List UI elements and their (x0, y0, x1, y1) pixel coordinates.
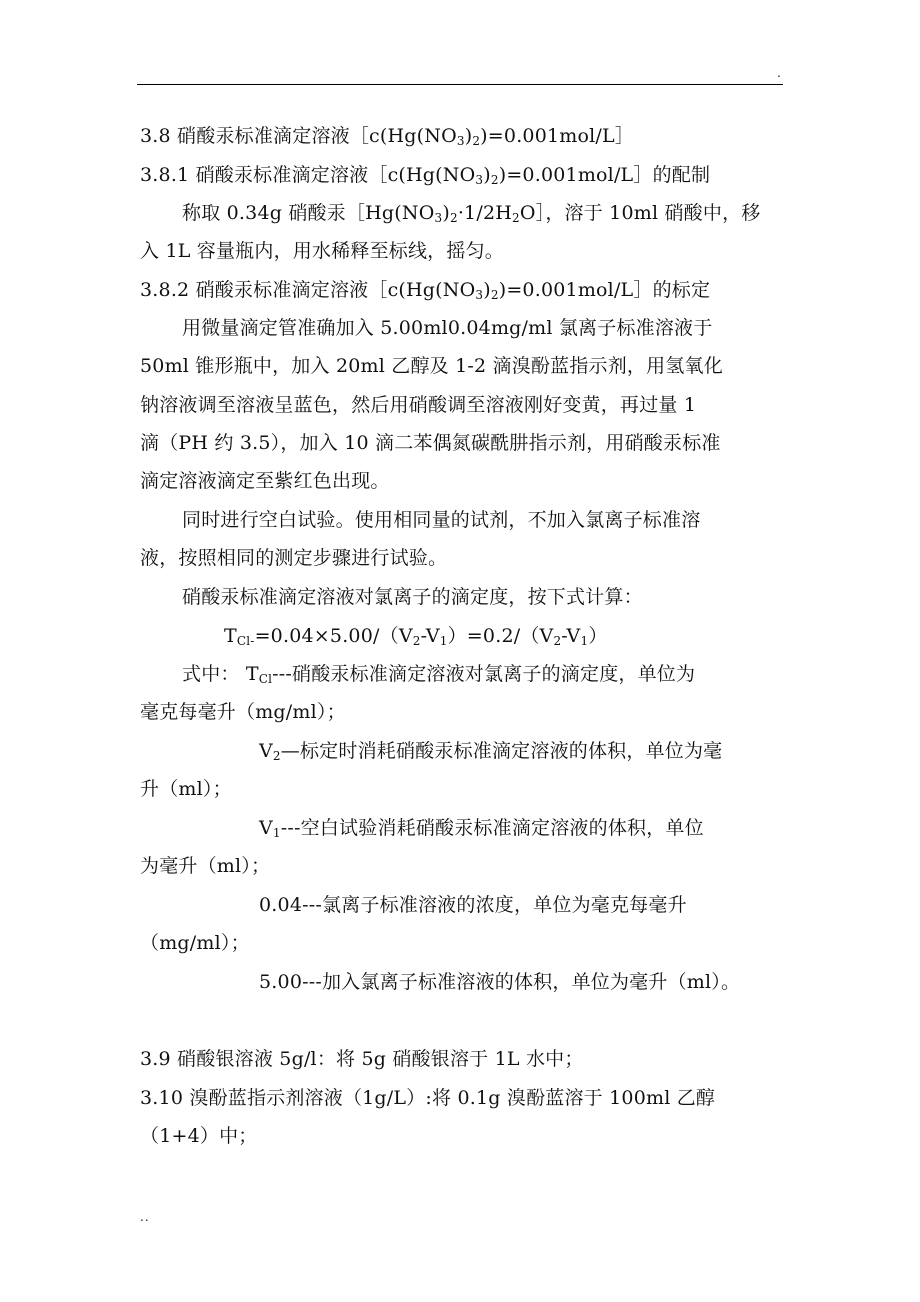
text-run: 3.10 溴酚蓝指示剂溶液（1g/L）:将 0.1g 溴酚蓝溶于 100ml 乙醇 (140, 1087, 716, 1109)
text-line-w4a (259, 893, 687, 917)
text-run: V (259, 740, 273, 762)
header-mark: . (777, 66, 781, 80)
footer-mark: .. (140, 1210, 150, 1224)
text-run: （1+4）中； (140, 1125, 258, 1147)
text-line-s38 (140, 124, 634, 148)
subscript: 2 (272, 749, 281, 763)
text-line-s381 (140, 163, 710, 187)
text-line-s310a (140, 1086, 715, 1110)
text-run: )=0.001mol/L］的标定 (498, 279, 711, 301)
text-run: )=0.001mol/L］ (480, 125, 635, 147)
subscript: 1 (439, 634, 448, 648)
subscript: 2 (449, 211, 458, 225)
subscript: Cl (258, 672, 273, 686)
text-line-p1a (182, 201, 760, 225)
text-line-s310b (140, 1124, 258, 1148)
text-run: 硝酸汞标准滴定溶液对氯离子的滴定度，按下式计算： (182, 586, 643, 608)
text-run: 0.04---氯离子标准溶液的浓度，单位为毫克每毫升 (259, 894, 687, 916)
text-line-w3b (140, 854, 270, 878)
text-run: 称取 0.34g 硝酸汞［Hg(NO (182, 202, 435, 224)
text-run: V (259, 817, 273, 839)
text-run: 3.9 硝酸银溶液 5g/l：将 5g 硝酸银溶于 1L 水中； (140, 1048, 584, 1070)
subscript: 2 (490, 173, 499, 187)
text-run: 滴定溶液滴定至紫红色出现。 (140, 470, 390, 492)
text-run: 毫克每毫升（mg/ml）； (140, 701, 346, 723)
text-run: 滴（PH 约 3.5），加入 10 滴二苯偶氮碳酰肼指示剂，用硝酸汞标准 (140, 432, 721, 454)
subscript: 3 (456, 134, 465, 148)
text-run: =0.04×5.00/（V (254, 625, 413, 647)
text-run: O］，溶于 10ml 硝酸中，移 (519, 202, 761, 224)
text-line-formula (224, 624, 608, 648)
text-line-w4b (140, 931, 250, 955)
text-run: T (224, 625, 237, 647)
text-run: 5.00---加入氯离子标准溶液的体积，单位为毫升（ml）。 (259, 971, 741, 993)
text-run: ) (464, 125, 473, 147)
text-line-w1b (140, 700, 346, 724)
text-line-p2c (140, 393, 696, 417)
text-run: 50ml 锥形瓶中，加入 20ml 乙醇及 1-2 滴溴酚蓝指示剂，用氢氧化 (140, 355, 723, 377)
text-line-p3a (182, 508, 700, 532)
subscript: 3 (475, 288, 484, 302)
subscript: Cl- (236, 634, 255, 648)
text-line-p3b (140, 546, 447, 570)
text-run: ) (483, 164, 491, 186)
text-line-p2d (140, 431, 721, 455)
text-line-p4 (182, 585, 643, 609)
text-run: -V (420, 625, 440, 647)
text-run: ---硝酸汞标准滴定溶液对氯离子的滴定度，单位为 (272, 663, 696, 685)
text-run: ）=0.2/（V (447, 625, 554, 647)
text-line-p2e (140, 469, 390, 493)
text-run: -V (561, 625, 581, 647)
text-run: 同时进行空白试验。使用相同量的试剂，不加入氯离子标准溶 (182, 509, 701, 531)
text-run: ) (483, 279, 491, 301)
text-line-w5 (259, 970, 740, 994)
subscript: 2 (472, 134, 481, 148)
subscript: 2 (412, 634, 421, 648)
text-run: 3.8 硝酸汞标准滴定溶液［c(Hg(NO (140, 125, 457, 147)
text-line-w3a (259, 816, 704, 840)
subscript: 1 (272, 826, 281, 840)
text-run: ---空白试验消耗硝酸汞标准滴定溶液的体积，单位 (280, 817, 704, 839)
text-run: 式中： T (182, 663, 259, 685)
text-run: 入 1L 容量瓶内，用水稀释至标线，摇匀。 (140, 240, 504, 262)
text-line-p1b (140, 239, 504, 263)
text-run: —标定时消耗硝酸汞标准滴定溶液的体积，单位为毫 (280, 740, 723, 762)
text-run: )=0.001mol/L］的配制 (498, 164, 711, 186)
subscript: 3 (475, 173, 484, 187)
text-run: 液，按照相同的测定步骤进行试验。 (140, 547, 448, 569)
subscript: 3 (434, 211, 443, 225)
text-run: 为毫升（ml）； (140, 855, 271, 877)
header-rule (137, 84, 783, 85)
subscript: 2 (490, 288, 499, 302)
text-run: ) (442, 202, 450, 224)
text-line-p2a (182, 316, 712, 340)
text-line-w2a (259, 739, 722, 763)
subscript: 1 (580, 634, 589, 648)
text-line-s382 (140, 278, 710, 302)
text-line-w2b (140, 777, 232, 801)
text-line-w1a (182, 662, 695, 686)
subscript: 2 (512, 211, 520, 225)
text-run: 升（ml）； (140, 778, 232, 800)
text-run: （mg/ml）； (140, 932, 250, 954)
text-run: 钠溶液调至溶液呈蓝色，然后用硝酸调至溶液刚好变黄，再过量 1 (140, 394, 697, 416)
text-run: 用微量滴定管准确加入 5.00ml0.04mg/ml 氯离子标准溶液于 (182, 317, 713, 339)
text-line-p2b (140, 354, 723, 378)
text-run: 3.8.1 硝酸汞标准滴定溶液［c(Hg(NO (140, 164, 476, 186)
text-run: ） (588, 625, 608, 647)
text-run: ·1/2H (457, 202, 512, 224)
subscript: 2 (553, 634, 562, 648)
text-run: 3.8.2 硝酸汞标准滴定溶液［c(Hg(NO (140, 279, 476, 301)
text-line-s39 (140, 1047, 584, 1071)
